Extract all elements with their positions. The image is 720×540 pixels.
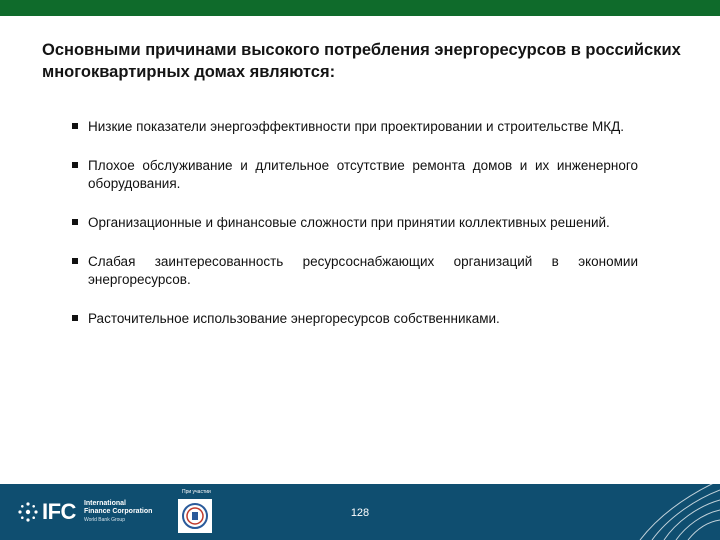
ifc-globe-icon xyxy=(16,500,40,524)
ifc-full-name xyxy=(84,500,152,524)
slide-title: Основными причинами высокого потребления энергоресурсов в российских многоквартирных домах являются: xyxy=(42,41,681,81)
ifc-name-subline: World Bank Group xyxy=(83,517,125,523)
partner-block xyxy=(178,489,222,533)
bullet-text: Организационные и финансовые сложности при принятии коллективных решений. xyxy=(88,215,610,230)
partner-label: При участии xyxy=(182,489,211,495)
bullet-item xyxy=(72,214,638,232)
square-bullet-icon xyxy=(72,258,78,264)
square-bullet-icon xyxy=(72,219,78,225)
square-bullet-icon xyxy=(72,162,78,168)
bullet-item xyxy=(72,310,638,328)
page-number: 128 xyxy=(350,507,370,519)
bullet-text: Низкие показатели энергоэффективности при проектировании и строительстве МКД. xyxy=(88,119,625,134)
square-bullet-icon xyxy=(72,315,78,321)
bullet-text: Расточительное использование энергоресурсов собственниками. xyxy=(88,311,500,326)
bullet-item xyxy=(72,118,638,136)
partner-emblem-icon xyxy=(178,499,212,533)
bullet-text: Плохое обслуживание и длительное отсутствие ремонта домов и их инженерного оборудования. xyxy=(88,158,638,191)
bullet-text: Слабая заинтересованность ресурсоснабжающих организаций в экономии энергоресурсов. xyxy=(88,254,638,287)
bullet-item xyxy=(72,157,638,193)
ifc-name-line: International xyxy=(83,500,126,507)
ifc-letters: IFC xyxy=(42,499,76,524)
bullet-list xyxy=(72,118,638,349)
ifc-logo xyxy=(16,500,152,524)
top-accent-bar xyxy=(0,0,720,16)
square-bullet-icon xyxy=(72,123,78,129)
footer-bar xyxy=(0,484,720,540)
bullet-item xyxy=(72,253,638,289)
ifc-name-line: Finance Corporation xyxy=(83,508,153,515)
